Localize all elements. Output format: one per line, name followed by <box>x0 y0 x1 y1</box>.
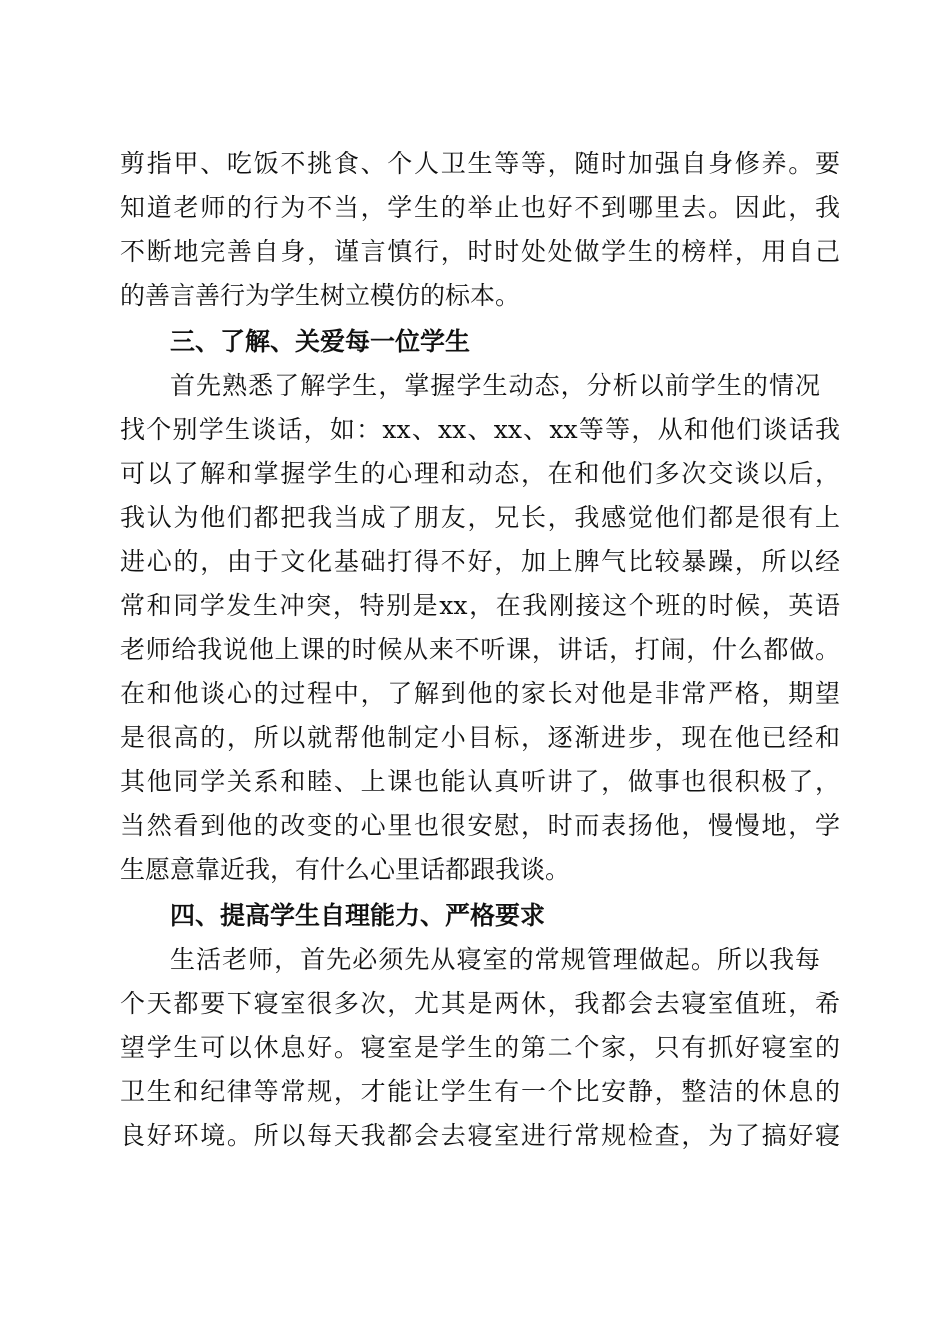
text-line: 望学生可以休息好。寝室是学生的第二个家，只有抓好寝室的 <box>120 1033 840 1062</box>
text-line: 卫生和纪律等常规，才能让学生有一个比安静，整洁的休息的 <box>120 1077 840 1106</box>
text-line: 老师给我说他上课的时候从来不听课，讲话，打闹，什么都做。 <box>120 635 840 664</box>
text-line: 在和他谈心的过程中，了解到他的家长对他是非常严格，期望 <box>120 679 840 708</box>
text-line: 常和同学发生冲突，特别是xx，在我刚接这个班的时候，英语 <box>120 591 840 620</box>
text-line: 可以了解和掌握学生的心理和动态，在和他们多次交谈以后， <box>120 459 840 488</box>
text-line: 良好环境。所以每天我都会去寝室进行常规检查，为了搞好寝 <box>120 1121 840 1150</box>
text-line: 的善言善行为学生树立模仿的标本。 <box>120 281 521 310</box>
section-heading-3: 三、了解、关爱每一位学生 <box>170 327 471 356</box>
section-heading-4: 四、提高学生自理能力、严格要求 <box>170 901 546 930</box>
text-line: 个天都要下寝室很多次，尤其是两休，我都会去寝室值班，希 <box>120 989 840 1018</box>
text-line: 是很高的，所以就帮他制定小目标，逐渐进步，现在他已经和 <box>120 723 840 752</box>
text-line: 进心的，由于文化基础打得不好，加上脾气比较暴躁，所以经 <box>120 547 840 576</box>
text-line: 我认为他们都把我当成了朋友，兄长，我感觉他们都是很有上 <box>120 503 840 532</box>
text-line: 当然看到他的改变的心里也很安慰，时而表扬他，慢慢地，学 <box>120 811 840 840</box>
text-line: 不断地完善自身，谨言慎行，时时处处做学生的榜样，用自己 <box>120 237 840 266</box>
text-line: 其他同学关系和睦、上课也能认真听讲了，做事也很积极了， <box>120 767 840 796</box>
text-line: 知道老师的行为不当，学生的举止也好不到哪里去。因此，我 <box>120 193 840 222</box>
text-line: 找个别学生谈话，如：xx、xx、xx、xx等等，从和他们谈话我 <box>120 415 840 444</box>
text-line: 生愿意靠近我，有什么心里话都跟我谈。 <box>120 855 571 884</box>
paragraph-first-line: 首先熟悉了解学生，掌握学生动态，分析以前学生的情况 <box>170 371 820 400</box>
text-line: 剪指甲、吃饭不挑食、个人卫生等等，随时加强自身修养。要 <box>120 149 840 178</box>
paragraph-first-line: 生活老师，首先必须先从寝室的常规管理做起。所以我每 <box>170 945 820 974</box>
